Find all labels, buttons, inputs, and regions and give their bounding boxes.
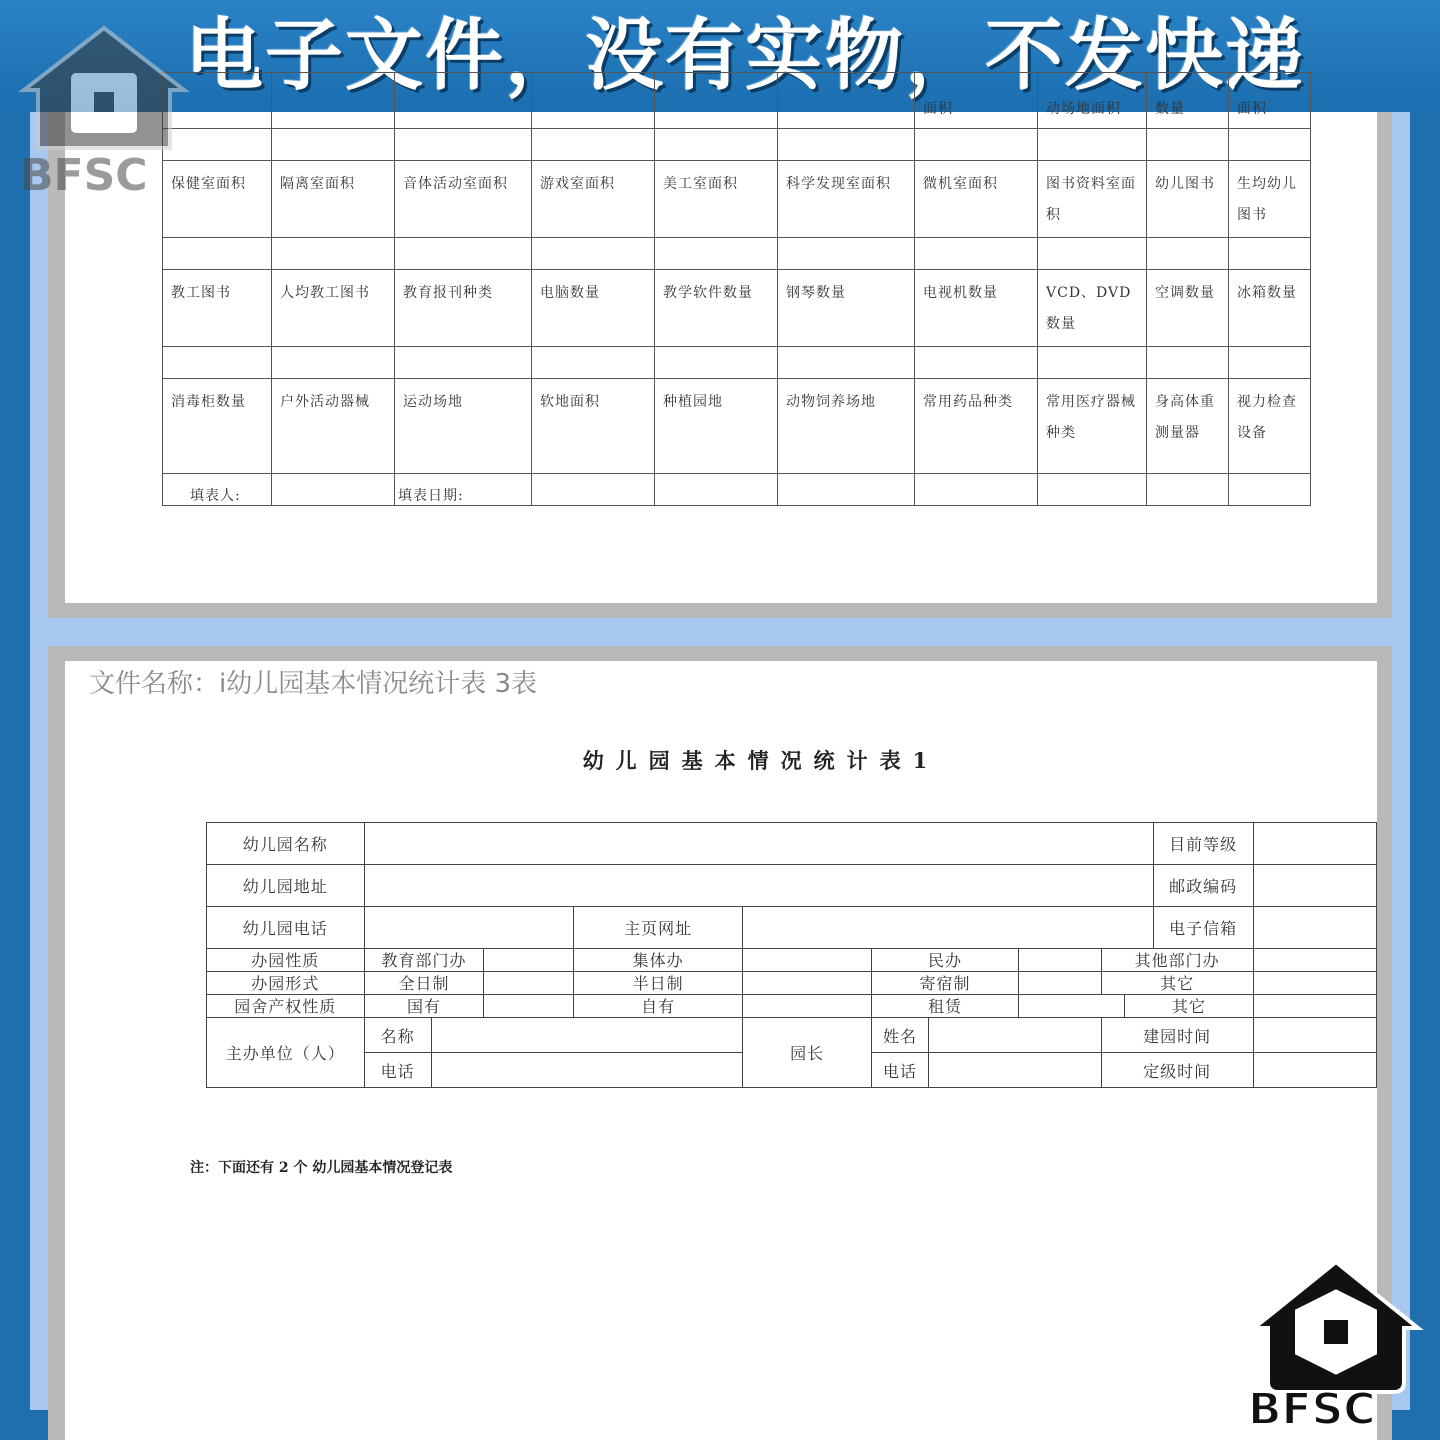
director-name-field[interactable] xyxy=(928,1018,1101,1053)
entry-cell[interactable] xyxy=(1229,238,1311,270)
entry-cell[interactable] xyxy=(395,129,532,161)
table-cell: 微机室面积 xyxy=(915,161,1038,238)
entry-cell[interactable] xyxy=(532,238,655,270)
phone-field[interactable] xyxy=(364,907,574,949)
phone-label: 幼儿园电话 xyxy=(207,907,365,949)
entry-cell[interactable] xyxy=(655,474,778,506)
address-field[interactable] xyxy=(364,865,1153,907)
entry-cell[interactable] xyxy=(1229,474,1311,506)
table-row xyxy=(207,1018,1377,1053)
sponsor-name-field[interactable] xyxy=(431,1018,742,1053)
entry-cell[interactable] xyxy=(1038,238,1147,270)
graded-label: 定级时间 xyxy=(1101,1053,1253,1088)
document-title: 幼儿园基本情况统计表1 xyxy=(582,748,940,773)
entry-cell[interactable] xyxy=(915,474,1038,506)
facility-table xyxy=(162,72,1311,506)
table-cell: 户外活动器械 xyxy=(272,379,395,474)
entry-cell[interactable] xyxy=(163,238,272,270)
property-option: 租赁 xyxy=(872,995,1018,1018)
table-cell: 电脑数量 xyxy=(532,270,655,347)
checkbox-cell[interactable] xyxy=(742,972,871,995)
table-row xyxy=(207,823,1377,865)
entry-cell[interactable] xyxy=(1229,129,1311,161)
entry-cell[interactable] xyxy=(532,474,655,506)
director-phone-label: 电话 xyxy=(872,1053,928,1088)
table-row xyxy=(207,865,1377,907)
postcode-field[interactable] xyxy=(1253,865,1376,907)
entry-cell[interactable] xyxy=(395,347,532,379)
entry-cell[interactable] xyxy=(1038,474,1147,506)
table-cell: 图书资料室面积 xyxy=(1038,161,1147,238)
table-row xyxy=(207,972,1377,995)
entry-cell[interactable] xyxy=(655,238,778,270)
table-cell: 面积 xyxy=(915,73,1038,129)
property-option: 国有 xyxy=(364,995,484,1018)
fill-date-label: 填表日期: xyxy=(398,488,464,504)
sponsor-phone-label: 电话 xyxy=(364,1053,431,1088)
nature-label: 办园性质 xyxy=(207,949,365,972)
postcode-label: 邮政编码 xyxy=(1153,865,1253,907)
property-option: 其它 xyxy=(1125,995,1254,1018)
table-cell: 人均教工图书 xyxy=(272,270,395,347)
table-cell: 幼儿图书 xyxy=(1147,161,1229,238)
checkbox-cell[interactable] xyxy=(1253,949,1376,972)
founded-label: 建园时间 xyxy=(1101,1018,1253,1053)
table-cell: 隔离室面积 xyxy=(272,161,395,238)
entry-cell[interactable] xyxy=(915,347,1038,379)
entry-cell[interactable] xyxy=(272,238,395,270)
table-cell xyxy=(532,73,655,129)
entry-cell[interactable] xyxy=(778,474,915,506)
logo-text: BFSC xyxy=(20,150,148,201)
form-option: 寄宿制 xyxy=(872,972,1018,995)
entry-cell[interactable] xyxy=(778,238,915,270)
email-field[interactable] xyxy=(1253,907,1376,949)
entry-cell[interactable] xyxy=(1229,347,1311,379)
sponsor-name-label: 名称 xyxy=(364,1018,431,1053)
entry-cell[interactable] xyxy=(1038,129,1147,161)
checkbox-cell[interactable] xyxy=(1253,972,1376,995)
table-row-blank xyxy=(163,129,1311,161)
checkbox-cell[interactable] xyxy=(484,995,574,1018)
table-row-blank xyxy=(163,347,1311,379)
table-cell xyxy=(272,73,395,129)
table-cell: 音体活动室面积 xyxy=(395,161,532,238)
director-name-label: 姓名 xyxy=(872,1018,928,1053)
nature-option: 集体办 xyxy=(574,949,743,972)
table-cell: 面积 xyxy=(1229,73,1311,129)
table-cell: 保健室面积 xyxy=(163,161,272,238)
table-cell: 运动场地 xyxy=(395,379,532,474)
checkbox-cell[interactable] xyxy=(742,949,871,972)
table-cell: 数量 xyxy=(1147,73,1229,129)
table-row xyxy=(163,161,1311,238)
logo-text: BFSC xyxy=(1248,1384,1376,1435)
checkbox-cell[interactable] xyxy=(1018,949,1101,972)
table-cell: 电视机数量 xyxy=(915,270,1038,347)
grade-label: 目前等级 xyxy=(1153,823,1253,865)
checkbox-cell[interactable] xyxy=(1018,972,1101,995)
table-cell: 教育报刊种类 xyxy=(395,270,532,347)
form-option: 半日制 xyxy=(574,972,743,995)
nature-option: 其他部门办 xyxy=(1101,949,1253,972)
table-cell: 软地面积 xyxy=(532,379,655,474)
sponsor-phone-field[interactable] xyxy=(431,1053,742,1088)
kindergarten-name-field[interactable] xyxy=(364,823,1153,865)
table-row-blank xyxy=(163,474,1311,506)
form-option: 其它 xyxy=(1101,972,1253,995)
entry-cell[interactable] xyxy=(1147,238,1229,270)
table-cell: 常用药品种类 xyxy=(915,379,1038,474)
document-page-2 xyxy=(65,661,1377,1440)
table-row xyxy=(163,379,1311,474)
property-label: 园舍产权性质 xyxy=(207,995,365,1018)
entry-cell[interactable] xyxy=(1147,474,1229,506)
director-phone-field[interactable] xyxy=(928,1053,1101,1088)
entry-cell[interactable] xyxy=(272,347,395,379)
entry-cell[interactable] xyxy=(395,238,532,270)
table-row xyxy=(207,995,1377,1018)
entry-cell[interactable] xyxy=(272,474,395,506)
entry-cell[interactable] xyxy=(272,129,395,161)
table-cell xyxy=(778,73,915,129)
table-cell: 视力检查设备 xyxy=(1229,379,1311,474)
table-cell: 生均幼儿图书 xyxy=(1229,161,1311,238)
entry-cell[interactable] xyxy=(915,238,1038,270)
entry-cell[interactable] xyxy=(655,129,778,161)
brand-logo xyxy=(1246,1256,1426,1435)
table-cell: 动场地面积 xyxy=(1038,73,1147,129)
table-cell: 美工室面积 xyxy=(655,161,778,238)
founded-field[interactable] xyxy=(1253,1018,1376,1053)
form-label: 办园形式 xyxy=(207,972,365,995)
table-cell xyxy=(655,73,778,129)
brand-logo-watermark xyxy=(14,20,194,201)
table-cell: 游戏室面积 xyxy=(532,161,655,238)
entry-cell[interactable] xyxy=(778,129,915,161)
table-cell: 教工图书 xyxy=(163,270,272,347)
graded-field[interactable] xyxy=(1253,1053,1376,1088)
footnote: 注：下面还有 2 个 幼儿园基本情况登记表 xyxy=(190,1160,453,1176)
table-cell: 教学软件数量 xyxy=(655,270,778,347)
sponsor-label: 主办单位（人） xyxy=(207,1018,365,1088)
table-row xyxy=(163,73,1311,129)
form-option: 全日制 xyxy=(364,972,484,995)
table-cell: 冰箱数量 xyxy=(1229,270,1311,347)
table-cell: 钢琴数量 xyxy=(778,270,915,347)
basic-info-table xyxy=(206,822,1377,1088)
homepage-field[interactable] xyxy=(742,907,1153,949)
banner-text: 电子文件，没有实物，不发快递 xyxy=(185,11,1306,101)
homepage-label: 主页网址 xyxy=(574,907,743,949)
nature-option: 教育部门办 xyxy=(364,949,484,972)
table-cell: 常用医疗器械种类 xyxy=(1038,379,1147,474)
nature-option: 民办 xyxy=(872,949,1018,972)
checkbox-cell[interactable] xyxy=(484,949,574,972)
table-row xyxy=(163,270,1311,347)
entry-cell[interactable] xyxy=(532,347,655,379)
table-cell: VCD、DVD数量 xyxy=(1038,270,1147,347)
address-label: 幼儿园地址 xyxy=(207,865,365,907)
entry-cell[interactable] xyxy=(1038,347,1147,379)
table-cell: 科学发现室面积 xyxy=(778,161,915,238)
table-cell: 消毒柜数量 xyxy=(163,379,272,474)
entry-cell[interactable] xyxy=(532,129,655,161)
entry-cell[interactable] xyxy=(778,347,915,379)
table-row-blank xyxy=(163,238,1311,270)
table-cell: 空调数量 xyxy=(1147,270,1229,347)
table-cell: 动物饲养场地 xyxy=(778,379,915,474)
table-cell: 身高体重测量器 xyxy=(1147,379,1229,474)
table-cell xyxy=(395,73,532,129)
property-option: 自有 xyxy=(574,995,743,1018)
entry-cell[interactable] xyxy=(1147,347,1229,379)
director-label: 园长 xyxy=(742,1018,871,1088)
table-row xyxy=(207,907,1377,949)
entry-cell[interactable] xyxy=(915,129,1038,161)
filler-label: 填表人: xyxy=(190,488,241,504)
checkbox-cell[interactable] xyxy=(1018,995,1125,1018)
grade-field[interactable] xyxy=(1253,823,1376,865)
entry-cell[interactable] xyxy=(163,347,272,379)
document-page-1 xyxy=(65,101,1377,603)
checkbox-cell[interactable] xyxy=(1253,995,1376,1018)
email-label: 电子信箱 xyxy=(1153,907,1253,949)
entry-cell[interactable] xyxy=(655,347,778,379)
entry-cell[interactable] xyxy=(1147,129,1229,161)
file-name-caption: 文件名称：i幼儿园基本情况统计表 3表 xyxy=(89,669,538,699)
checkbox-cell[interactable] xyxy=(742,995,871,1018)
kindergarten-name-label: 幼儿园名称 xyxy=(207,823,365,865)
table-row xyxy=(207,949,1377,972)
table-cell: 种植园地 xyxy=(655,379,778,474)
checkbox-cell[interactable] xyxy=(484,972,574,995)
